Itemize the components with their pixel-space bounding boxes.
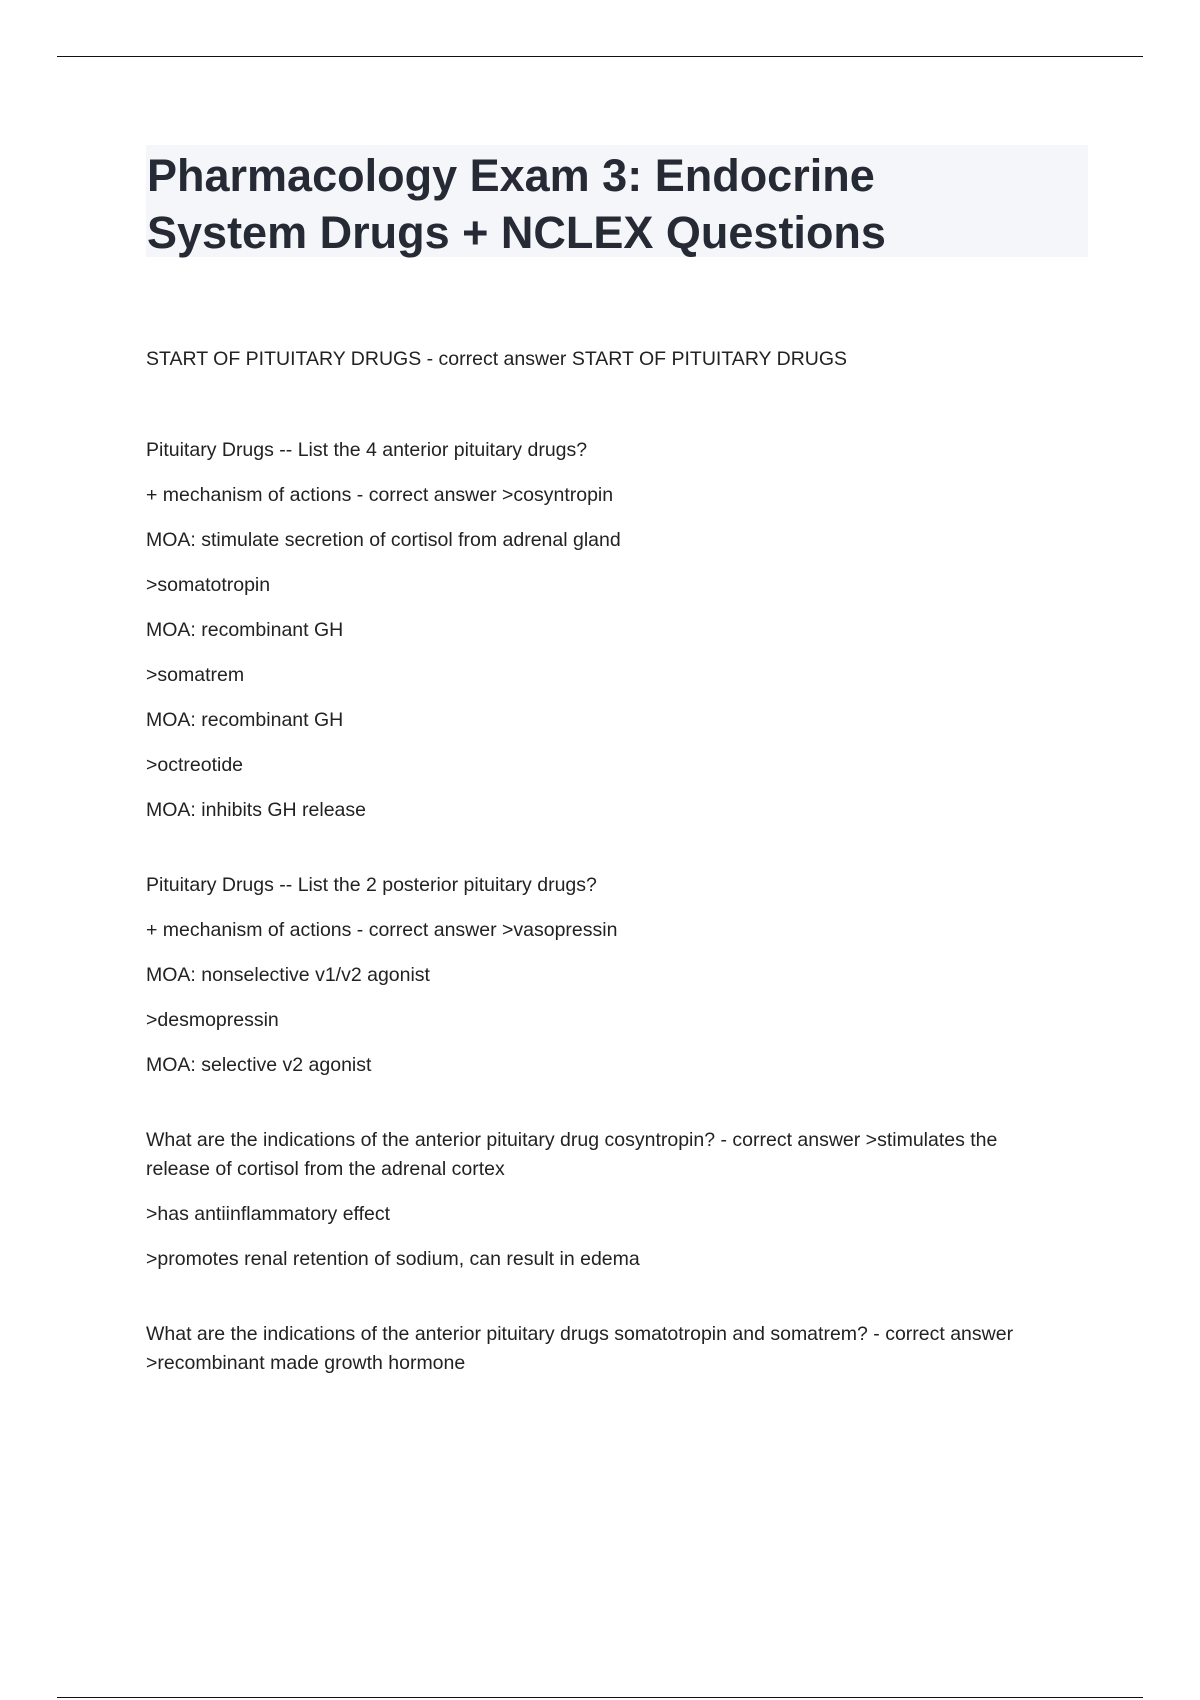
qa-block (146, 1320, 1066, 1378)
title-line-2: System Drugs + NCLEX Questions (147, 207, 886, 258)
answer-line: >somatrem (146, 664, 245, 686)
answer-line: MOA: recombinant GH (146, 619, 344, 641)
answer-line: >octreotide (146, 754, 244, 776)
answer-line: + mechanism of actions - correct answer >vasopressin (146, 919, 618, 941)
answer-line: MOA: selective v2 agonist (146, 1054, 372, 1076)
document-title (147, 147, 1047, 261)
answer-line: >has antiinflammatory effect (146, 1203, 391, 1225)
qa-block (146, 1126, 1066, 1274)
answer-line: MOA: inhibits GH release (146, 799, 366, 821)
question-text: What are the indications of the anterior pituitary drug cosyntropin? - correct answer >stimulates the release of cortisol from the adrenal cortex (146, 1129, 998, 1180)
document-body (146, 345, 1066, 1424)
qa-block (146, 345, 1066, 374)
qa-block (146, 871, 1066, 1080)
answer-line: MOA: nonselective v1/v2 agonist (146, 964, 430, 986)
title-line-1: Pharmacology Exam 3: Endocrine (147, 150, 875, 201)
answer-line: MOA: stimulate secretion of cortisol from adrenal gland (146, 529, 621, 551)
top-rule (57, 56, 1143, 57)
answer-line: >somatotropin (146, 574, 271, 596)
answer-line: + mechanism of actions - correct answer >cosyntropin (146, 484, 614, 506)
qa-block (146, 436, 1066, 825)
question-text: What are the indications of the anterior pituitary drugs somatotropin and somatrem? - correct answer >recombinant made growth hormone (146, 1323, 1014, 1374)
section-heading: START OF PITUITARY DRUGS - correct answer START OF PITUITARY DRUGS (146, 348, 848, 370)
answer-line: >desmopressin (146, 1009, 279, 1031)
answer-line: >promotes renal retention of sodium, can result in edema (146, 1248, 640, 1270)
bottom-rule (57, 1697, 1143, 1698)
answer-line: MOA: recombinant GH (146, 709, 344, 731)
question-text: Pituitary Drugs -- List the 4 anterior pituitary drugs? (146, 439, 588, 461)
question-text: Pituitary Drugs -- List the 2 posterior pituitary drugs? (146, 874, 597, 896)
